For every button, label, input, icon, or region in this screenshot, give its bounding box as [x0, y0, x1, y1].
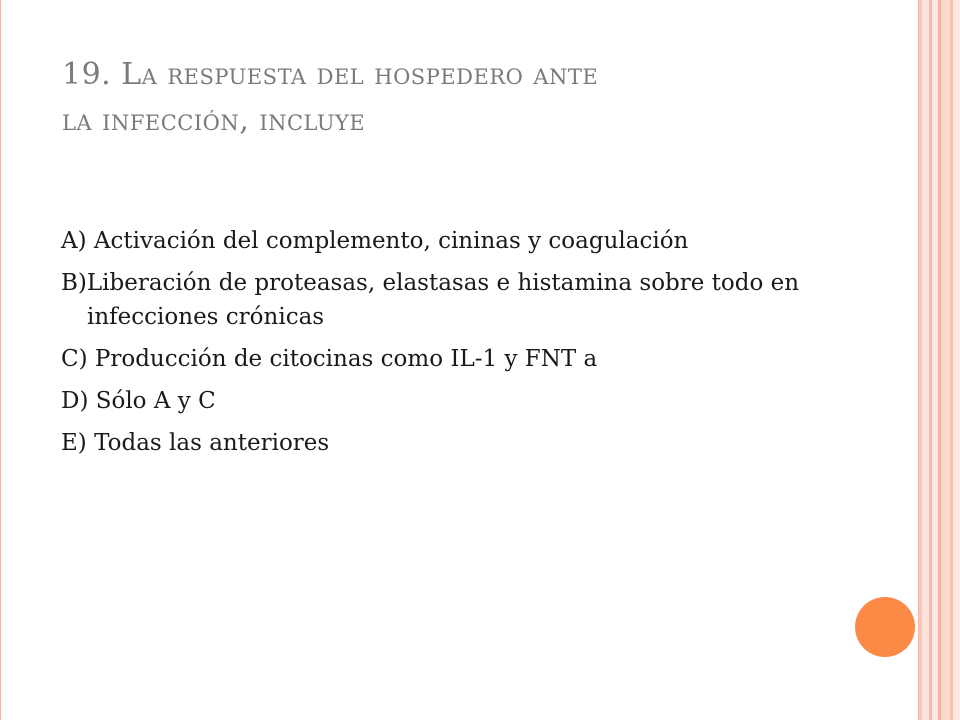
decorative-stripe	[941, 0, 950, 720]
title-line-2: la infección, incluye	[62, 103, 366, 138]
answer-options	[61, 224, 881, 468]
slide-title	[62, 52, 882, 144]
orange-circle-decoration	[855, 597, 915, 657]
option-d: D) Sólo A y C	[61, 388, 216, 414]
option-c: C) Producción de citocinas como IL-1 y FNT a	[61, 346, 598, 372]
option-b: B)Liberación de proteasas, elastasas e histamina sobre todo en infecciones crónicas	[61, 270, 800, 330]
title-line-1: 19. La respuesta del hospedero ante	[62, 57, 599, 92]
decorative-stripe	[953, 0, 960, 720]
option-e: E) Todas las anteriores	[61, 430, 330, 456]
decorative-stripe	[922, 0, 929, 720]
option-a: A) Activación del complemento, cininas y coagulación	[61, 228, 689, 254]
